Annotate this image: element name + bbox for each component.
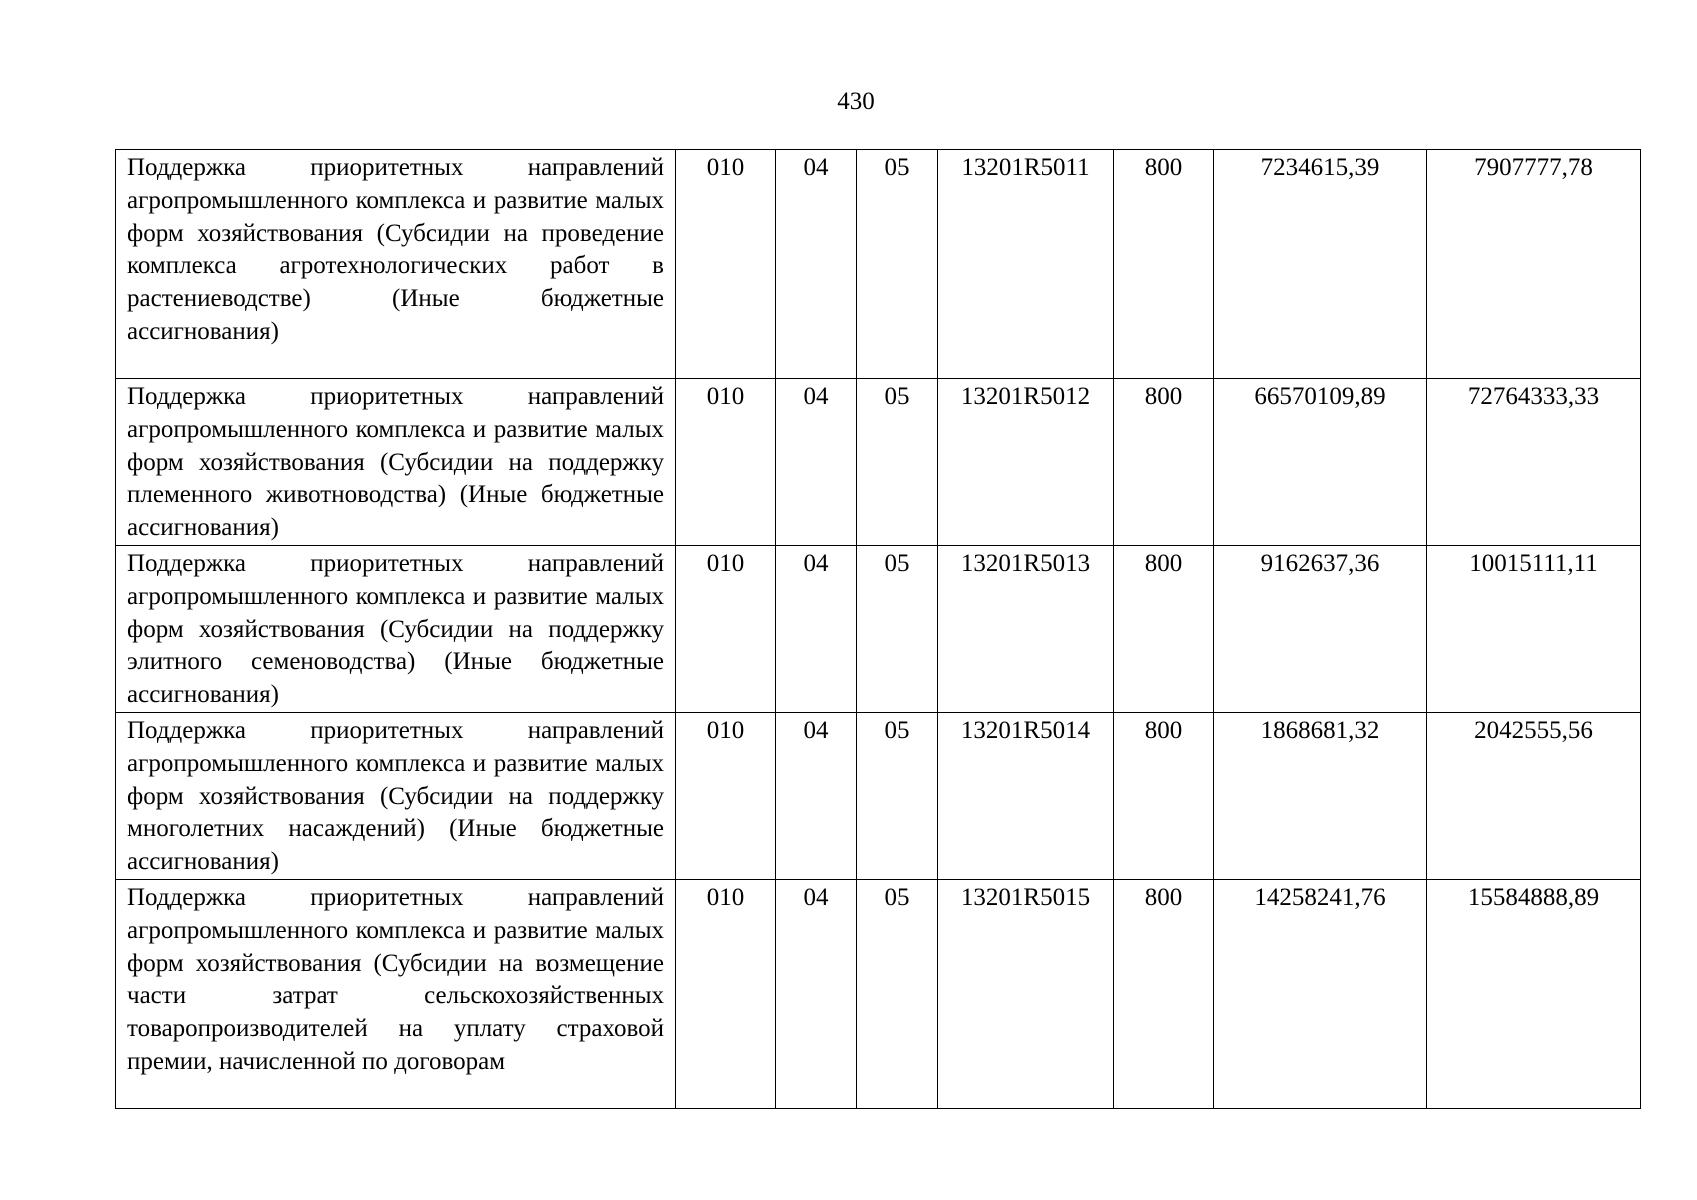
table-row — [116, 379, 1641, 546]
amount-second: 10015111,11 — [1427, 545, 1641, 712]
expense-type-code: 800 — [1114, 879, 1214, 1108]
budget-table — [115, 149, 1641, 1109]
table-row — [116, 879, 1641, 1108]
grbs-code: 010 — [676, 879, 776, 1108]
row-description: Поддержка приоритетных направлений агропромышленного комплекса и развитие малых форм хозяйствования (Субсидии на проведение комплекса агротехнологических работ в растениеводстве) (Иные бюджетные ассигнования) — [116, 150, 676, 379]
grbs-code: 010 — [676, 150, 776, 379]
amount-second: 2042555,56 — [1427, 712, 1641, 879]
section-code: 04 — [776, 545, 857, 712]
expense-type-code: 800 — [1114, 712, 1214, 879]
subsection-code: 05 — [857, 545, 938, 712]
grbs-code: 010 — [676, 545, 776, 712]
subsection-code: 05 — [857, 150, 938, 379]
grbs-code: 010 — [676, 379, 776, 546]
table-row — [116, 545, 1641, 712]
target-article-code: 13201R5014 — [938, 712, 1114, 879]
amount-first: 14258241,76 — [1214, 879, 1427, 1108]
page-number: 430 — [837, 88, 875, 115]
target-article-code: 13201R5015 — [938, 879, 1114, 1108]
section-code: 04 — [776, 879, 857, 1108]
row-description: Поддержка приоритетных направлений агропромышленного комплекса и развитие малых форм хозяйствования (Субсидии на поддержку многолетних насаждений) (Иные бюджетные ассигнования) — [116, 712, 676, 879]
expense-type-code: 800 — [1114, 150, 1214, 379]
amount-first: 7234615,39 — [1214, 150, 1427, 379]
subsection-code: 05 — [857, 379, 938, 546]
target-article-code: 13201R5013 — [938, 545, 1114, 712]
subsection-code: 05 — [857, 879, 938, 1108]
amount-first: 9162637,36 — [1214, 545, 1427, 712]
section-code: 04 — [776, 150, 857, 379]
amount-second: 7907777,78 — [1427, 150, 1641, 379]
expense-type-code: 800 — [1114, 545, 1214, 712]
amount-second: 15584888,89 — [1427, 879, 1641, 1108]
amount-first: 66570109,89 — [1214, 379, 1427, 546]
subsection-code: 05 — [857, 712, 938, 879]
row-description: Поддержка приоритетных направлений агропромышленного комплекса и развитие малых форм хозяйствования (Субсидии на поддержку элитного семеноводства) (Иные бюджетные ассигнования) — [116, 545, 676, 712]
grbs-code: 010 — [676, 712, 776, 879]
row-description: Поддержка приоритетных направлений агропромышленного комплекса и развитие малых форм хозяйствования (Субсидии на возмещение части затрат сельскохозяйственных товаропроизводителей на уплату страховой премии, начисленной по договорам — [116, 879, 676, 1108]
target-article-code: 13201R5011 — [938, 150, 1114, 379]
section-code: 04 — [776, 712, 857, 879]
table-row — [116, 150, 1641, 379]
target-article-code: 13201R5012 — [938, 379, 1114, 546]
table-row — [116, 712, 1641, 879]
expense-type-code: 800 — [1114, 379, 1214, 546]
row-description: Поддержка приоритетных направлений агропромышленного комплекса и развитие малых форм хозяйствования (Субсидии на поддержку племенного животноводства) (Иные бюджетные ассигнования) — [116, 379, 676, 546]
amount-second: 72764333,33 — [1427, 379, 1641, 546]
amount-first: 1868681,32 — [1214, 712, 1427, 879]
section-code: 04 — [776, 379, 857, 546]
